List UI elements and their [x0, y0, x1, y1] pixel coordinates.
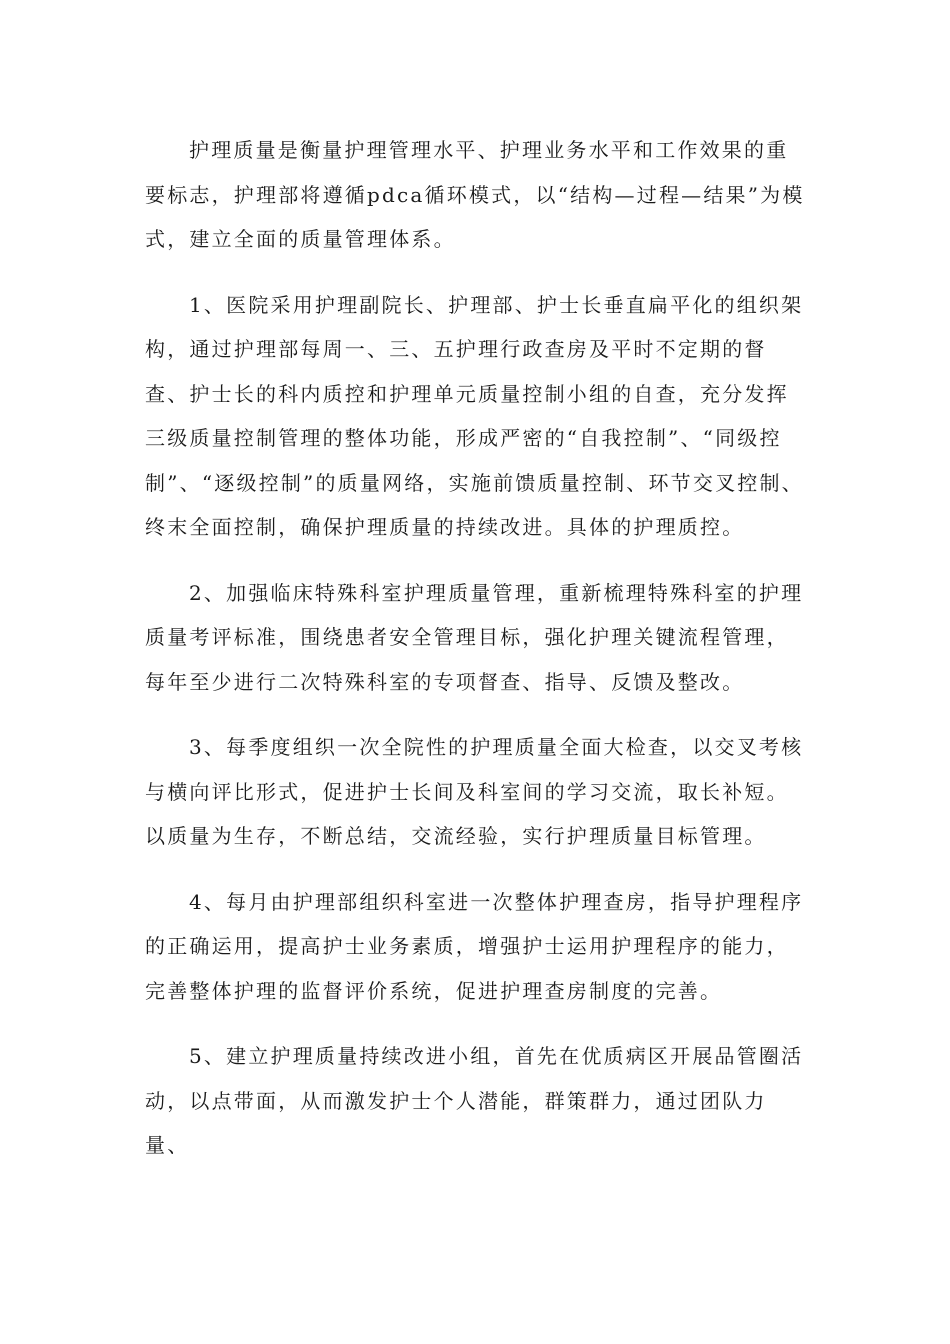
paragraph-item-3: 3、每季度组织一次全院性的护理质量全面大检查，以交叉考核与横向评比形式，促进护士长间及科室间的学习交流，取长补短。以质量为生存，不断总结，交流经验，实行护理质量目标管理。	[145, 735, 804, 848]
paragraph-item-4: 4、每月由护理部组织科室进一次整体护理查房，指导护理程序的正确运用，提高护士业务素质，增强护士运用护理程序的能力，完善整体护理的监督评价系统，促进护理查房制度的完善。	[145, 889, 804, 1003]
paragraph-item-1: 1、医院采用护理副院长、护理部、护士长垂直扁平化的组织架构，通过护理部每周一、三、五护理行政查房及平时不定期的督查、护士长的科内质控和护理单元质量控制小组的自查，充分发挥三级质量控制管理的整体功能，形成严密的“自我控制”、“同级控制”、“逐级控制”的质量网络，实施前馈质量控制、环节交叉控制、终末全面控制，确保护理质量的持续改进。具体的护理质控。	[145, 292, 804, 539]
paragraph-item-2: 2、加强临床特殊科室护理质量管理，重新梳理特殊科室的护理质量考评标准，围绕患者安全管理目标，强化护理关键流程管理，每年至少进行二次特殊科室的专项督查、指导、反馈及整改。	[145, 580, 804, 694]
paragraph-intro: 护理质量是衡量护理管理水平、护理业务水平和工作效果的重要标志，护理部将遵循pdca循环模式，以“结构—过程—结果”为模式，建立全面的质量管理体系。	[145, 138, 805, 251]
paragraph-item-5: 5、建立护理质量持续改进小组，首先在优质病区开展品管圈活动，以点带面，从而激发护士个人潜能，群策群力，通过团队力量、	[145, 1044, 804, 1157]
document-body	[145, 128, 810, 1189]
